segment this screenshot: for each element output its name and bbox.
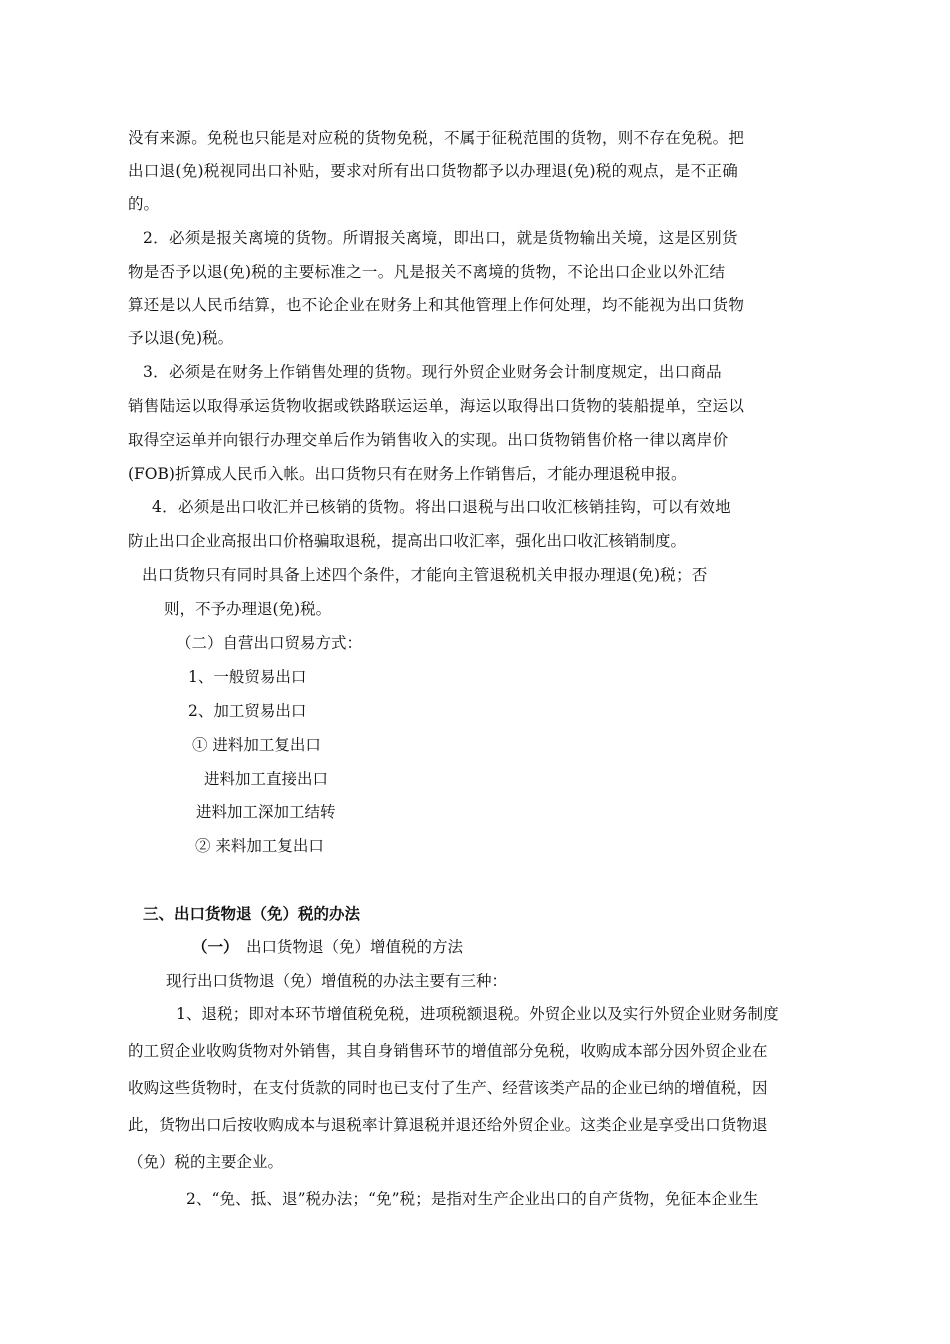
- paragraph-line: 2、“免、抵、退”税办法；“免”税；是指对生产企业出口的自产货物，免征本企业生: [186, 1190, 759, 1208]
- chapter-heading: 三、出口货物退（免）税的办法: [143, 904, 361, 923]
- paragraph-line: 出口退(免)税视同出口补贴，要求对所有出口货物都予以办理退(免)税的观点，是不正确: [128, 162, 738, 180]
- subheading-number: （一）: [192, 937, 239, 956]
- paragraph-line: 防止出口企业高报出口价格骗取退税，提高出口收汇率，强化出口收汇核销制度。: [128, 532, 687, 550]
- paragraph-line: 予以退(免)税。: [128, 329, 234, 347]
- paragraph-line: 物是否予以退(免)税的主要标准之一。凡是报关不离境的货物，不论出口企业以外汇结: [128, 263, 726, 281]
- paragraph-line: 1、退税；即对本环节增值税免税，进项税额退税。外贸企业以及实行外贸企业财务制度: [176, 1005, 779, 1023]
- paragraph-line: 没有来源。免税也只能是对应税的货物免税，不属于征税范围的货物，则不存在免税。把: [128, 129, 745, 147]
- paragraph-line: 4．必须是出口收汇并已核销的货物。将出口退税与出口收汇核销挂钩，可以有效地: [152, 498, 731, 516]
- paragraph-line: 出口货物只有同时具备上述四个条件，才能向主管退税机关申报办理退(免)税；否: [142, 566, 708, 584]
- paragraph-line: 取得空运单并向银行办理交单后作为销售收入的实现。出口货物销售价格一律以离岸价: [128, 431, 729, 449]
- paragraph-line: 3．必须是在财务上作销售处理的货物。现行外贸企业财务会计制度规定，出口商品: [143, 363, 722, 381]
- paragraph-line: （免）税的主要企业。: [128, 1153, 284, 1171]
- paragraph-line: 此，货物出口后按收购成本与退税率计算退税并退还给外贸企业。这类企业是享受出口货物退: [128, 1116, 768, 1134]
- paragraph-line: 现行出口货物退（免）增值税的办法主要有三种：: [166, 972, 508, 990]
- list-item: ① 进料加工复出口: [192, 736, 321, 754]
- list-item: ② 来料加工复出口: [195, 837, 324, 855]
- paragraph-line: (FOB)折算成人民币入帐。出口货物只有在财务上作销售后，才能办理退税申报。: [128, 465, 687, 483]
- paragraph-line: 2．必须是报关离境的货物。所谓报关离境，即出口，就是货物输出关境，这是区别货: [143, 229, 738, 247]
- section-heading: （二）自营出口贸易方式：: [176, 634, 363, 652]
- list-item: 1、一般贸易出口: [188, 668, 307, 686]
- list-item: 进料加工直接出口: [204, 770, 329, 788]
- paragraph-line: 的。: [128, 195, 160, 213]
- paragraph-line: 收购这些货物时，在支付货款的同时也已支付了生产、经营该类产品的企业已纳的增值税，因: [128, 1079, 768, 1097]
- paragraph-line: 的工贸企业收购货物对外销售，其自身销售环节的增值部分免税，收购成本部分因外贸企业在: [128, 1042, 768, 1060]
- paragraph-line: 算还是以人民币结算，也不论企业在财务上和其他管理上作何处理，均不能视为出口货物: [128, 296, 745, 314]
- paragraph-line: 销售陆运以取得承运货物收据或铁路联运运单，海运以取得出口货物的装船提单，空运以: [128, 397, 745, 415]
- paragraph-line: 则，不予办理退(免)税。: [164, 600, 332, 618]
- list-item: 进料加工深加工结转: [196, 803, 336, 821]
- subheading-title: 出口货物退（免）增值税的方法: [246, 938, 464, 956]
- list-item: 2、加工贸易出口: [188, 702, 307, 720]
